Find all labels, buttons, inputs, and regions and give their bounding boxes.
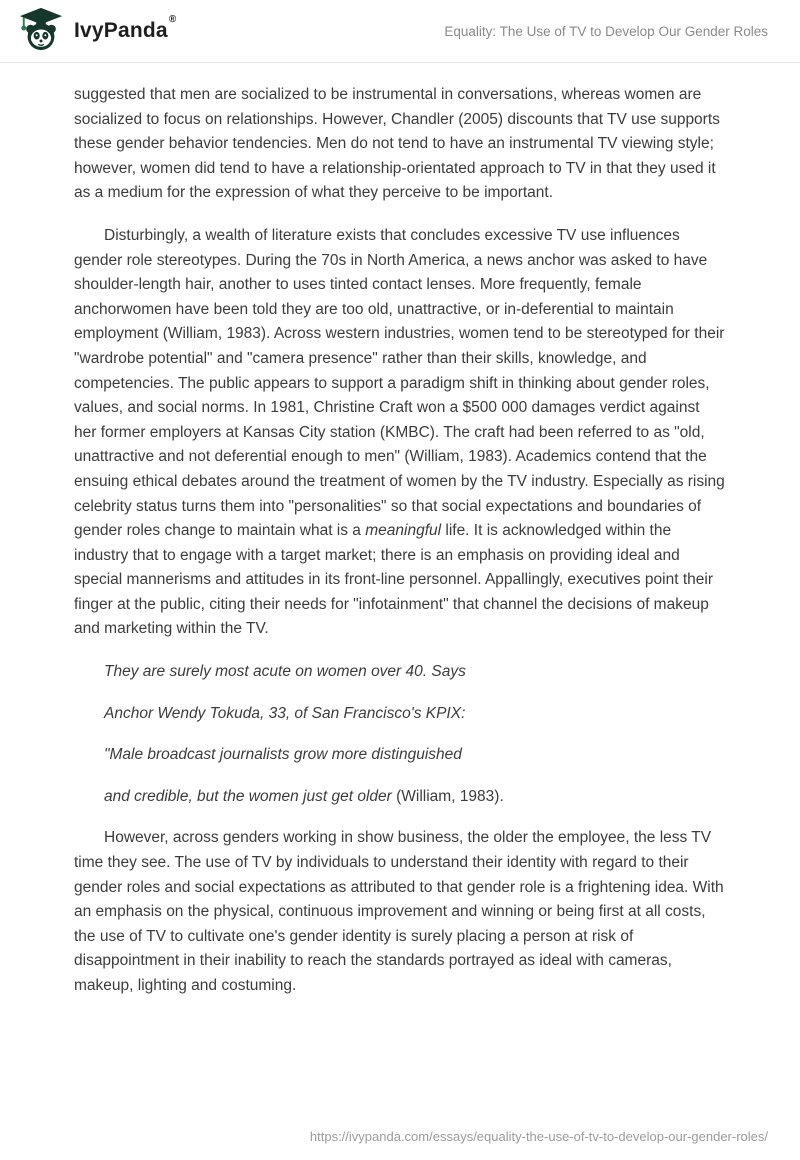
page-title: Equality: The Use of TV to Develop Our Gender Roles [444, 23, 768, 39]
paragraph-2-italic-word: meaningful [365, 522, 442, 540]
paragraph-1: suggested that men are socialized to be instrumental in conversations, whereas women are socialized to focus on relationships. However, Chandler (2005) discounts that TV use supports these gender behavior tendencies. Men do not tend to have an instrumental TV viewing style; however, women did tend to have a relationship-orientated approach to TV in that they used it as a medium for the expression of what they perceive to be important. [74, 86, 720, 202]
header [0, 0, 800, 63]
essay-content [0, 63, 800, 999]
panda-graduation-cap-icon [18, 6, 64, 57]
paragraph-3: However, across genders working in show business, the older the employee, the less TV time they see. The use of TV by individuals to understand their identity with regard to their gender roles and social expectations as attributed to that gender role is a frightening idea. With an emphasis on the physical, continuous improvement and winning or being first at all costs, the use of TV to cultivate one's gender identity is surely placing a person at risk of disappointment in their inability to reach the standards portrayed as ideal with cameras, makeup, lighting and costuming. [74, 829, 724, 994]
quote-line-2: Anchor Wendy Tokuda, 33, of San Francisco's KPIX: [104, 704, 466, 722]
brand-logo-link[interactable] [18, 6, 175, 57]
quote-line-3: "Male broadcast journalists grow more distinguished [104, 746, 462, 764]
paragraph-2-run-3: life. It is acknowledged within the industry that to engage with a target market; there is an emphasis on providing ideal and special mannerisms and attitudes in its front-line personnel. Appallingly, executives point their finger at the public, citing their needs for "infotainment" that channel the decisions of makeup and marketing within the TV. [74, 522, 713, 638]
block-quote [104, 660, 726, 809]
registered-trademark: ® [168, 14, 177, 25]
paragraph-2 [74, 224, 726, 642]
paragraph-2-run-1: Disturbingly, a wealth of literature exists that concludes excessive TV use influences gender role stereotypes. During the 70s in North America, a news anchor was asked to have shoulder-length hair, another to uses tinted contact lenses. More frequently, female anchorwomen have been told they are too old, unattractive, or in-deferential to maintain employment (William, 1983). Across western industries, women tend to be stereotyped for their "wardrobe potential" and "camera presence" rather than their skills, knowledge, and competencies. The public appears to support a paradigm shift in thinking about gender roles, values, and social norms. In 1981, Christine Craft won a $500 000 damages verdict against her former employers at Kansas City station (KMBC). The craft had been referred to as "old, unattractive and not deferential enough to men" (William, 1983). Academics contend that the ensuing ethical debates around the treatment of women by the TV industry. Especially as rising celebrity status turns them into "personalities" so that social expectations and boundaries of gender roles change to maintain what is a [74, 226, 725, 540]
brand-name: IvyPanda® [74, 14, 177, 42]
quote-line-4: and credible, but the women just get older (William, 1983). [104, 787, 504, 805]
quote-citation: (William, 1983). [391, 787, 504, 805]
footer-url[interactable]: https://ivypanda.com/essays/equality-the-use-of-tv-to-develop-our-gender-roles/ [309, 1129, 768, 1144]
quote-line-1: They are surely most acute on women over 40. Says [104, 663, 466, 681]
